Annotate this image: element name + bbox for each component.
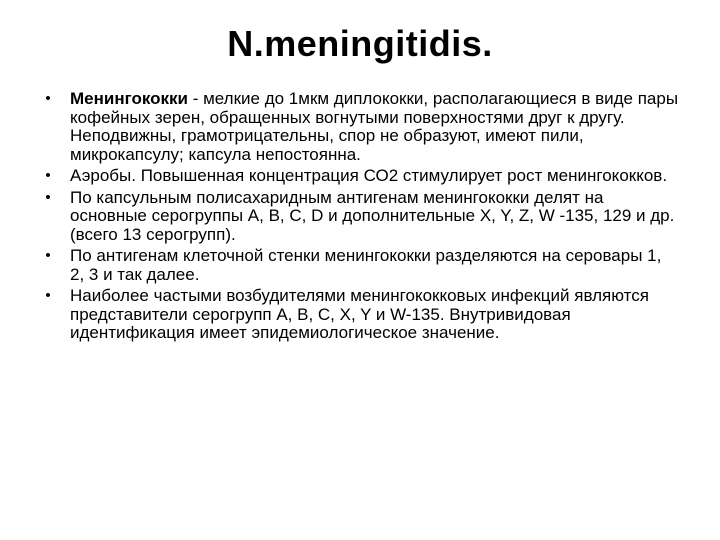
- bullet-list: [40, 90, 680, 346]
- bullet-item-2: [40, 167, 680, 186]
- bullet-icon: •: [45, 188, 51, 206]
- bullet-icon: •: [45, 167, 51, 184]
- bullet-item-4: [40, 247, 680, 284]
- bullet-icon: •: [45, 90, 51, 107]
- bullet-icon: •: [45, 287, 51, 304]
- bullet-item-1: [40, 90, 680, 164]
- bullet-text: - мелкие до 1мкм диплококки, располагающиеся в виде пары кофейных зерен, обращенных вогнутыми поверхностями друг к другу. Неподвижны, грамотрицательны, спор не образуют, имеют пили, микрокапсулу; капсула непостоянна.: [70, 89, 679, 164]
- slide-title: N.meningitidis.: [227, 23, 493, 64]
- bullet-text: Аэробы. Повышенная концентрация СО2 стимулирует рост менингококков.: [70, 166, 668, 185]
- bullet-text: По антигенам клеточной стенки менингококки разделяются на серовары 1, 2, 3 и так далее.: [70, 246, 662, 284]
- bullet-text: Наиболее частыми возбудителями менингококковых инфекций являются представители серогрупп A, B, C, X, Y и W-135. Внутривидовая идентификация имеет эпидемиологическое значение.: [70, 286, 649, 342]
- bullet-term: Менингококки: [70, 89, 188, 108]
- bullet-icon: •: [45, 247, 51, 264]
- bullet-item-3: [40, 189, 680, 245]
- bullet-text: По капсульным полисахаридным антигенам менингококки делят на основные серогруппы A, B, C, D и дополнительные X, Y, Z, W -135, 129 и др. (всего 13 серогрупп).: [70, 187, 675, 244]
- bullet-item-5: [40, 287, 680, 343]
